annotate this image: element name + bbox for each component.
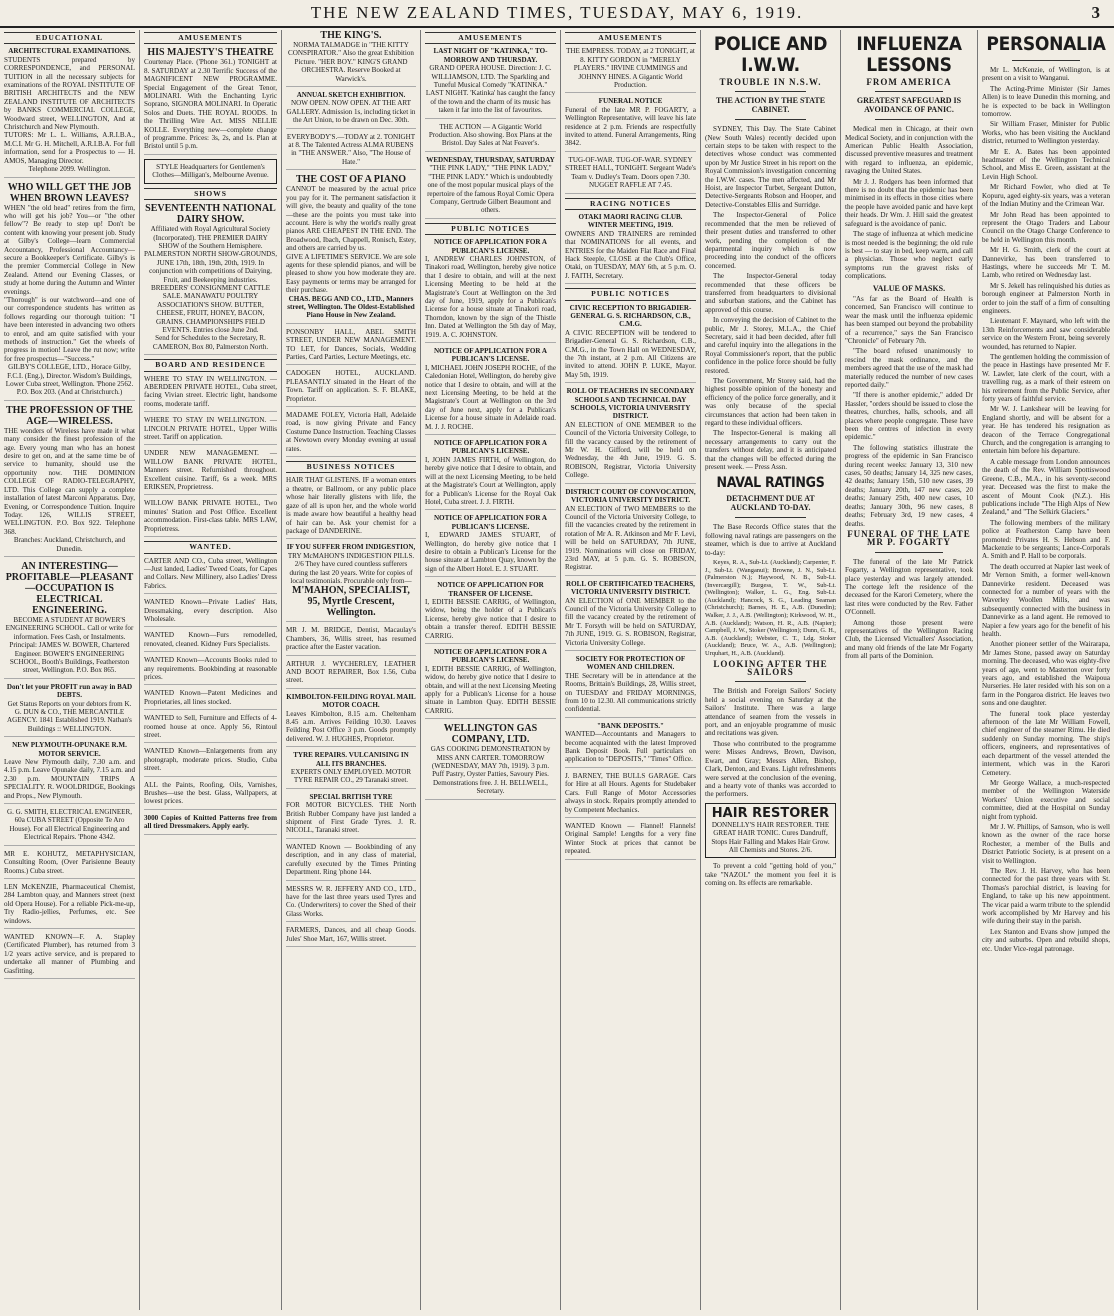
ad-text: DONNELLY'S HAIR RESTORER. THE GREAT HAIR TONIC. Cures Dandruff, Stops Hair Falling and Makes Hair Grow. All Chemists and Stores. 2/6. [711, 820, 830, 854]
ad-motor-service [4, 741, 135, 804]
notice-license [425, 648, 556, 719]
ad-text: GRAND OPERA HOUSE. Direction: J. C. WILLIAMSON, LTD. The Sparkling and Tuneful Musical Comedy "KATINKA." LAST NIGHT. 'Katinka' has caught the fancy of the town and the charm of its music has taken it far into the list of favourites. [425, 64, 556, 115]
section-racing: RACING NOTICES [565, 198, 696, 210]
headline-police-iww: POLICE AND I.W.W. [713, 33, 828, 76]
article-paragraph: Mr W. J. Lankshear will be leaving for England shortly, and will be absent for a year. He has tendered his resignation as deacon of the Terrace Congregational Church, and the congregation is arranging to entertain him before his departure. [982, 405, 1110, 456]
section-business: BUSINESS NOTICES [286, 461, 416, 473]
article-paragraph: The British and Foreign Sailors' Society held a social evening on Saturday at the Sailors' Institute. There was a large attendance of seamen from the vessels in port, and an enjoyable programme of music and recitations was given. [705, 687, 836, 738]
column-public-notices [420, 30, 560, 1310]
ad-text: Get Status Reports on your debtors from K. G. DUN & CO., THE MERCANTILE AGENCY. 1841 Established 1919. Nathan's Buildings :: WELLINGTON. [7, 699, 132, 733]
ad-new-management: UNDER NEW MANAGEMENT. — WILLOW BANK PRIVATE HOTEL, Manners street. Refurnished throughout. Excellent cuisine. Tariff, 6s a week. MRS ERIKSEN, Proprietress. [144, 449, 277, 495]
article-paragraph: "The board refused unanimously to rescind the mask ordinance, and the members agreed that the use of the mask had materially reduced the number of new cases reported daily." [845, 347, 973, 389]
notice-certificated-teachers [565, 580, 696, 651]
ad-sign: M'MAHON, SPECIALIST, 95, Myrtle Crescent, Wellington. [292, 585, 410, 619]
article-paragraph: The Inspector-General is making all necessary arrangements to carry out the transfers without delay, and it is anticipated that the changes will be effected during the present week. — Press Assn. [705, 429, 836, 472]
ad-pink-lady [425, 156, 556, 219]
divider [735, 681, 806, 682]
notice-title: SOCIETY FOR PROTECTION OF WOMEN AND CHILDREN. [575, 655, 686, 672]
section-educational: EDUCATIONAL [4, 32, 135, 44]
ad-title: "BANK DEPOSITS." [596, 721, 664, 730]
ad-text: GIVE A LIFETIME'S SERVICE. We are sole agents for these splendid pianos, and will be pleased to show you how moderate they are. Easy payments or terms may be arranged for their purchase. [286, 252, 416, 295]
column-amusements-1 [139, 30, 281, 1310]
subhead-nsw: TROUBLE IN N.S.W. [719, 77, 822, 87]
ad-gilby-college [4, 182, 135, 401]
ad-dun-agency [4, 683, 135, 737]
ad-sign: GILBY'S COLLEGE, LTD., Horace Gilby, F.C.I. (Eng.), Director. Wisdom's Buildings, Lower Cuba street, Wellington. 'Phone 2562. P.O. Box 203. (And at Christchurch.) [5, 363, 134, 397]
ad-madame-foley: MADAME FOLEY, Victoria Hall, Adelaide road, is now giving Private and Fancy Costume Dance Instruction. Teaching Classes at Newtown every Monday evening at usual rates. [286, 411, 416, 457]
ad-text: EXPERTS ONLY EMPLOYED. MOTOR TYRE REPAIR CO., 29 Taranaki street. [290, 768, 412, 785]
ad-sketch-exhibition [286, 91, 416, 129]
notice-text: OWNERS AND TRAINERS are reminded that NOMINATIONS for all events, and ENTRIES for the Maiden Flat Race and Final Hack Steeple, CLOSE at the Club's Office, Otaki, on TUESDAY, MAY 6th, at 5 p.m. O. J. FAITH, Secretary. [565, 229, 696, 280]
ad-text: WANTED—Accountants and Managers to become acquainted with the latest Improved Bank Deposit Book. Full particulars on application to "DEPOSITS," "Times" Office. [565, 730, 696, 764]
notice-text: AN ELECTION of ONE MEMBER to the Council of the Victoria University College to fill the vacancy created by the retirement of Mr T. Forsyth will be held on SATURDAY, 7th JUNE, 1919. G. S. ROBISON, Registrar, Victoria University College. [565, 596, 696, 647]
article-paragraph: The stage of influenza at which medicine is most needed is the beginning; the old rule is best — to stay in bed, keep warm, and call a physician. Those who neglect early symptoms run the gravest risks of complications. [845, 230, 973, 281]
notice-convocation [565, 488, 696, 576]
ad-title: THE COST OF A PIANO [295, 174, 407, 186]
ad-piano [286, 174, 416, 324]
ad-jeffery: MESSRS W. R. JEFFERY AND CO., LTD., have for the last three years used Tyres and Co. (Underwriters) to cover the Shed of their Glass Works. [286, 885, 416, 923]
ad-text: Leaves Kimbolton, 8.15 a.m. Cheltenham 8.45 a.m. Arrives Feilding 10.30. Leaves Feilding Post Office 3 p.m. Goods promptly delivered. W. J. HUGHES, Proprietor. [286, 709, 416, 743]
ad-boot-repairer: ARTHUR J. WYCHERLEY, LEATHER AND BOOT REPAIRER, Box 1.56, Cuba street. [286, 660, 416, 689]
divider [735, 517, 806, 518]
ad-sign: Send for Schedules to the Secretary, R. CAMERON, Box 80, Palmerston North. [152, 334, 269, 351]
article-paragraph: Mr Richard Fowler, who died at Te Kopuru, aged eighty-six years, was a veteran of the Indian Mutiny and the Crimean War. [982, 183, 1110, 209]
notice-text: I, EDITH BESSIE CARRIG, of Wellington, widow, do hereby give notice that I desire to obtain, and will at the next Licensing Meeting apply for a Publican's License for a house situate in Lambton Quay. EDITH BESSIE CARRIG. [425, 664, 556, 715]
ad-text: CANNOT be measured by the actual price you pay for it. The permanent satisfaction it will give, the beauty and quality of the tone—these are the points you must take into account. Here is why the world's really great pianos ARE CHEAPEST IN THE END. The Broadwood, Ibach, Chappell, Ronisch, Estey, and others are carried by us. [286, 185, 416, 253]
ad-title: TYRE REPAIRS. VULCANISING IN ALL ITS BRANCHES. [293, 751, 409, 768]
column-personalia [977, 30, 1114, 1310]
ad-title: SPECIAL BRITISH TYRE [309, 792, 393, 801]
wanted-item: WANTED Known—Patent Medicines and Proprietaries, all lines stocked. [144, 689, 277, 710]
section-public-notices: PUBLIC NOTICES [565, 288, 696, 300]
ad-title: THE PROFESSION OF THE AGE—WIRELESS. [6, 404, 133, 427]
section-amusements: AMUSEMENTS [565, 32, 696, 44]
article-paragraph: The Government, Mr Storey said, had the highest possible opinion of the honesty and efficiency of the police force generally, and it was only because of the special circumstances that action had been taken in regard to these individual officers. [705, 377, 836, 428]
notice-title: FUNERAL NOTICE [598, 97, 663, 106]
article-paragraph: "If there is another epidemic," added Dr Hassler, "orders should be issued to close the theatres, churches, halls, schools, and all places where people congregate. These have been the centres of infection in every epidemic." [845, 391, 973, 442]
ad-mcmahon-pills [286, 543, 416, 622]
article-paragraph: Those who contributed to the programme were: Misses Andrews, Brown, Davison, Ewart, and Gray; Messrs Allen, Bishop, Clark, Denton, and Evans. Light refreshments were served at the conclusion of the evening, and a hearty vote of thanks was accorded to the performers. [705, 739, 836, 799]
notice-title: ROLL OF TEACHERS IN SECONDARY SCHOOLS AND TECHNICAL DAY SCHOOLS, VICTORIA UNIVERSITY DISTRICT. [566, 387, 695, 421]
section-shows: SHOWS [144, 188, 277, 200]
wanted-item: WANTED Known—Private Ladies' Hats, Dressmaking, every description. Also Wholesale. [144, 598, 277, 627]
column-amusements-2 [281, 30, 420, 1310]
ad-text: THE wonders of Wireless have made it what many consider the finest profession of the age. Every young man who has an honest desire to get on, and at the same time be of service to humanity, should use the opportunity now. THE DOMINION COLLEGE OF RADIO-TELEGRAPHY, LTD. This College can supply a complete installation of latest Marconi Apparatus. Day, Evening, or Correspondence Tuition. Inquire Today. 126, WILLIS STREET, WELLINGTON. P.O. Box 922. Telephone 368. [4, 426, 135, 536]
article-paragraph: The Acting-Prime Minister (Sir James Allen) is to leave Dunedin this morning, and he is expected to be back in Wellington tomorrow. [982, 84, 1110, 119]
article-paragraph: Mr S. Jekell has relinquished his duties as borough engineer at Palmerston North in order to join the staff of a firm of consulting engineers. [982, 281, 1110, 315]
notice-license [425, 514, 556, 577]
notice-text: AN ELECTION of ONE MEMBER to the Council of the Victoria University College, to fill the vacancy caused by the retirement of Mr W. H. Gifford, will be held on Wednesday, the 4th June, 1919. G. S. ROBISON, Registrar, Victoria University College. [565, 420, 696, 480]
ad-architectural-exams [4, 47, 135, 177]
article-paragraph: The following statistics illustrate the progress of the epidemic in San Francisco during recent weeks: January 13, 310 new cases, 50 deaths; January 14, 325 new cases, 42 deaths; January 15th, 510 new cases, 39 deaths; January 20th, 147 new cases, 20 deaths; January 25th, 400 new cases, 10 deaths; January 30th, 96 new cases, 8 deaths; February 3rd, 19 new cases, 4 deaths. [845, 443, 973, 528]
ad-hair-glistens: HAIR THAT GLISTENS. IF a woman enters a theatre, or Ballroom, or any public place whose hair literally glistens with life, the gaze of all is upon her, and the whole world is made aware how beautiful a healthy head of hair can be. Ask your chemist for a package of DANDERINE. [286, 476, 416, 539]
notice-license [425, 347, 556, 435]
article-paragraph: Mr J. W. Phillips, of Samson, who is well known as the owner of the race horse Rochester, a member of the Bulls and District Patriotic Society, is at present on a visit to Wellington. [982, 822, 1110, 865]
notice-text: AN ELECTION of TWO MEMBERS to the Council of the Victoria University College, to fill the vacancies created by the retirement in rotation of Mr A. R. Atkinson and Mr F. Levi, will be held on SATURDAY, 7th JUNE, 1919. Nominations will close on FRIDAY, 23rd MAY, at 5 p.m. G. S. ROBISON, Registrar. [565, 504, 696, 572]
ad-text: GAS COOKING DEMONSTRATION by MISS ANN CARTER. TOMORROW (WEDNESDAY, MAY 7th, 1919). 3 p.m. Puff Pastry, Oyster Patties, Savoury Pies. Demonstrations free. J. H. BELLWELL, Secretary. [430, 745, 551, 796]
notice-title: NOTICE OF APPLICATION FOR A PUBLICAN'S LICENSE. [433, 514, 548, 531]
wanted-item: ALL the Paints, Roofing, Oils, Varnishes, Brushes—use the best. Glass, Wallpapers, at lowest prices. [144, 781, 277, 810]
ad-text: "Thorough" is our watchword—and one of our correspondence students has written as follows regarding our thorough tuition: "I have been interested in advancing two others to enrol, and am quite satisfied with your methods of instruction." Get the wheels of progress in motion! Leave the rut now; write for free prospectus—"Success." [4, 295, 135, 363]
ad-title: WEDNESDAY, THURSDAY, SATURDAY [426, 155, 555, 164]
ad-title: ANNUAL SKETCH EXHIBITION. [296, 91, 406, 100]
notice-text: A CIVIC RECEPTION will be tendered to Brigadier-General G. S. Richardson, C.B., C.M.G., in the Town Hall on WEDNESDAY, the 7th instant, at 2 p.m. All Citizens are invited to attend. JOHN P. LUKE, Mayor. May 5th, 1919. [565, 328, 696, 379]
article-paragraph: Mr J. J. Rodgers has been informed that there is no doubt that the epidemic has been minimised in its effects in those cities where the people have avoided panic and have kept their heads. Dr Wm. J. Hill said the greatest safeguard is the avoidance of panic. [845, 177, 973, 228]
ad-branches: Branches: Auckland, Christchurch, and Dunedin. [13, 536, 126, 553]
ad-katinka [425, 47, 556, 118]
ad-cadogen-hotel: CADOGEN HOTEL, AUCKLAND. PLEASANTLY situated in the Heart of the Town. Tariff on application. S. F. BLAKE, Proprietor. [286, 369, 416, 407]
wanted-item: CARTER AND CO., Cuba street, Wellington—Just landed, Ladies' Tweed Coats, for Capes and Collars. New Millinery, also Ladies' Dress Fabrics. [144, 557, 277, 595]
wanted-item: WANTED to Sell, Furniture and Effects of 4-roomed house at once. Apply 56, Rintoul street. [144, 714, 277, 743]
notice-title: OTAKI MAORI RACING CLUB. WINTER MEETING, 1919. [578, 212, 683, 230]
article-paragraph: Keyes, R. A., Sub-Lt. (Auckland); Carpenter, F. J., Sub-Lt. (Wanganui); Browne, J. N., Sub-Lt. (Palmerston N.); Haywood, N. B., Sub-Lt. (Invercargill); Burgess, T. W., Sub-Lt. (Wellington); Walker, L. G., Eng. Sub-Lt. (Auckland); Hancock, S. G., Leading Seaman (Christchurch); Barnes, H. E., A.B. (Dunedin); Walker, J. J., A.B. (Wellington); Kirkwood, W. H., A.B. (Auckland); Watson, H. R., A.B. (Napier); Campbell, J. W., Stoker (Wellington); Dunn, G. H., A.B. (Auckland); Webster, C. T., Ldg. Stoker (Auckland); Bruce, W. A., A.B. (Wellington); Urquhart, H., A.B. (Auckland). [705, 558, 837, 658]
notice-title: NOTICE OF APPLICATION FOR A PUBLICAN'S LICENSE. [433, 648, 548, 665]
notice-license [425, 238, 556, 343]
divider [1012, 60, 1080, 61]
ad-kings-theatre [286, 30, 416, 87]
ad-lincoln-hotel: WHERE TO STAY IN WELLINGTON. — LINCOLN PRIVATE HOTEL, Upper Willis street. Tariff on application. [144, 416, 277, 445]
column-news-police [700, 30, 840, 1310]
divider [875, 119, 943, 120]
ad-his-majestys [144, 47, 277, 154]
article-paragraph: The Base Records Office states that the following naval ratings are passengers on the steamer, which is due to arrive at Auckland to-day: [705, 523, 836, 557]
ad-bank-deposits [565, 722, 696, 768]
ad-title: HIS MAJESTY'S THEATRE [147, 47, 274, 59]
divider [735, 91, 806, 92]
notice-title: ROLL OF CERTIFICATED TEACHERS, VICTORIA UNIVERSITY DISTRICT. [566, 579, 695, 597]
article-paragraph: The gentlemen holding the commission of the peace in Hastings have presented Mr F. W. Lawler, late clerk of the court, with a travelling rug, as a mark of their esteem on his retirement from the Public Service, after forty years of faithful service. [982, 353, 1110, 404]
ad-mckenzie-chemist: LEN McKENZIE, Pharmaceutical Chemist, 284 Lambton quay, and Manners street (next old Opera House). For a reliable Pick-me-up, Try Radio-jellies, Perfumes, etc. See windows. [4, 883, 135, 929]
ad-text: NOW OPEN. NOW OPEN. AT THE ART GALLERY. Admission 1s, including ticket in the Art Union, to be drawn on Dec. 30th. [286, 99, 416, 125]
ad-british-tyre [286, 793, 416, 839]
headline-influenza: INFLUENZA LESSONS [856, 33, 962, 76]
column-notices-2 [560, 30, 700, 1310]
notice-license [425, 439, 556, 510]
notice-civic-reception [565, 304, 696, 384]
article-paragraph: Mr E. A. Bates has been appointed headmaster of the Wellington Technical School, and Miss E. Green, assistant at the Levin High School. [982, 147, 1110, 181]
notice-transfer [425, 581, 556, 644]
ad-title: WELLINGTON GAS COMPANY, LTD. [443, 723, 538, 746]
ad-title: ARCHITECTURAL EXAMINATIONS. [8, 47, 131, 56]
ad-title: Don't let your PROFIT run away in BAD DEBTS. [6, 682, 133, 700]
headline-naval-ratings: NAVAL RATINGS [716, 475, 825, 492]
notice-title: CIVIC RECEPTION TO BRIGADIER-GENERAL G. S. RICHARDSON, C.B., C.M.G. [569, 303, 692, 329]
wanted-item: WANTED Known—Enlargements from any photograph, moderate prices. Studio, Cuba street. [144, 747, 277, 776]
article-paragraph: The funeral took place yesterday afternoon of the late Mr William Fowell, chief engineer of the steamer Rimu. He died suddenly on Sunday morning. The ship's officers, engineers, and representatives of each department of the vessel attended the interment, which was in the Karori Cemetery. [982, 709, 1110, 777]
ad-bookbinding: WANTED Known — Bookbinding of any description, and in any class of material, carefully executed by the Times Printing Department. Ring 'phone 144. [286, 843, 416, 881]
notice-title: NOTICE OF APPLICATION FOR TRANSFER OF LICENSE. [437, 581, 544, 598]
article-paragraph: The following members of the military police at Featherston Camp have been promoted: Privates H. S. Hebson and F. Mackenzie to be sergeants; Lance-Corporals A. Smith and P. Hall to be corporals. [982, 518, 1110, 561]
column-educational [0, 30, 139, 1310]
subhead-masks: VALUE OF MASKS. [872, 283, 946, 293]
section-amusements: AMUSEMENTS [425, 32, 556, 44]
notice-society-protection [565, 655, 696, 718]
article-paragraph: The Rev. J. H. Harvey, who has been connected for the past three years with St. Thomas's parochial district, is leaving for England, to take up his new appointment. The vicar paid a warm tribute to the splendid work accomplished by Mr Harvey and his wife during their stay in the parish. [982, 866, 1110, 926]
notice-text: I, JOHN JAMES FIRTH, of Wellington, do hereby give notice that I desire to obtain, and will at the next Licensing Meeting, to be held at the Magistrate's Court at Wellington, apply for a Publican's License for the Royal Oak Hotel, Cuba street. J. J. FIRTH. [425, 455, 556, 506]
article-paragraph: The funeral of the late Mr Patrick Fogarty, a Wellington representative, took place yesterday and was largely attended. The cortege left the residence of the deceased for the Karori Cemetery, where the last rites were conducted by the Rev. Father O'Connell. [845, 557, 973, 617]
ad-empress: THE EMPRESS. TODAY, at 2 TONIGHT, at 8. KITTY GORDON in "MERELY PLAYERS." IRVINE CUMMINGS and JOHNNY HINES. A Gigantic World Production. [565, 47, 696, 93]
ad-flannel: WANTED Known — Flannel! Flannels! Original Sample! Lengths for a very fine Winter Stock at prices that cannot be repeated. [565, 822, 696, 860]
article-paragraph: Mr John Read has been appointed to represent the Otago Traders and Labour Council on the Otago Charge Conference to be held in Wellington this month. [982, 210, 1110, 244]
ad-tug-of-war: TUG-OF-WAR. TUG-OF-WAR. SYDNEY STREET HALL, TONIGHT. Sergeant Wade's Team v. Dudley's Team. Doors open 7.30. NUGGET RAFFLE AT 7.45. [565, 156, 696, 194]
column-news-influenza [840, 30, 977, 1310]
wanted-item: WANTED Known—Accounts Books ruled to any requirements. Bookbinding at reasonable prices. [144, 656, 277, 685]
notice-roll-teachers [565, 387, 696, 483]
article-paragraph: To prevent a cold "getting hold of you," take "NAZOL" the moment you feel it is coming on. Its effects are remarkable. [705, 862, 836, 888]
notice-title: DISTRICT COURT OF CONVOCATION, VICTORIA UNIVERSITY DISTRICT. [565, 487, 696, 505]
notice-text: Funeral of the late MR P. FOGARTY, a Wellington Representative, will leave his late residence at 2 p.m. Friends are respectfully invited to attend. Funeral Arrangements, Ring 3842. [565, 105, 696, 148]
subhead-panic: GREATEST SAFEGUARD IS AVOIDANCE OF PANIC. [856, 96, 962, 114]
ad-title: NEW PLYMOUTH-OPUNAKE R.M. MOTOR SERVICE. [12, 741, 127, 758]
ad-wireless [4, 405, 135, 557]
notice-text: I, ANDREW CHARLES JOHNSTON, of Tinakori road, Wellington, hereby give notice that I desire to obtain, and will at the next Licensing Meeting to be held at the Magistrate's Court at Wellington on the 3rd day of June, 1919, apply for a Publican's License for a house situate at Tinakori road, Thorndon, known by the sign of the Thistle Inn. Dated at Wellington the 5th day of May, 1919. A. C. JOHNSTON. [425, 254, 556, 339]
ad-style-milligans: STYLE Headquarters for Gentlemen's Clothes—Milligan's, Melbourne Avenue. [144, 159, 277, 184]
notice-otaki-racing [565, 213, 696, 284]
article-paragraph: The death occurred at Napier last week of Mr Vernon Smith, a former well-known Dannevirke resident. Deceased was connected for a number of years with the Waverley Woollen Mills, and was subsequently connected with the business in Dannevirke as a land agent. He removed to Napier a few years ago for the benefit of his health. [982, 562, 1110, 638]
ad-text: "THE PINK LADY," "THE PINK LADY," "THE PINK LADY." Which is undoubtedly one of the most popular musical plays of the repertoire of the famous Royal Comic Opera Company, Gertrude Gilbert Beaumont and others. [427, 164, 554, 215]
ad-ponsonby-hall: PONSONBY HALL, ABEL SMITH STREET, UNDER NEW MANAGEMENT. TO LET, for Dances, Socials, Wedding Parties, Card Parties, Lecture Meetings, etc. [286, 328, 416, 366]
article-paragraph: Lex Stanton and Evans show jumped the city and suburbs. Open and rebuild shops, etc. Under Vice-regal patronage. [982, 927, 1110, 953]
notice-title: NOTICE OF APPLICATION FOR A PUBLICAN'S LICENSE. [433, 347, 548, 364]
section-wanted: WANTED. [144, 541, 277, 553]
masthead-title: THE NEW ZEALAND TIMES, TUESDAY, MAY 6, 1919. [310, 3, 804, 22]
article-paragraph: The Inspector-General today recommended that these officers be transferred from headquarters to divisional and suburban stations, and the Cabinet has approved of this course. [705, 272, 836, 314]
article-paragraph: Another pioneer settler of the Wairarapa, Mr James Stone, passed away on Saturday morning. The deceased, who was eighty-five years of age, went to Masterton over forty years ago, and established the Waipoua Nurseries. He later resided with his son on a farm in the Pongaroa district. He leaves two sons and one daughter. [982, 640, 1110, 708]
ad-aberdeen-hotel: WHERE TO STAY IN WELLINGTON. — ABERDEEN PRIVATE HOTEL, Cuba street, facing Vivian street. Electric light, handsome rooms, moderate tariff. [144, 375, 277, 413]
article-paragraph: In conveying the decision of Cabinet to the public, Mr J. Storey, M.L.A., the Chief Secretary, said it had been decided, after full and careful inquiry into the allegations in the Royal Commissioner's report, that the public confidence in the police force should be fully restored. [705, 316, 836, 375]
notice-title: NOTICE OF APPLICATION FOR A PUBLICAN'S LICENSE. [433, 238, 548, 255]
ad-title: HAIR RESTORER [711, 805, 830, 821]
ad-gas-company [425, 723, 556, 799]
ad-text: WHEN "the old head" retires from the firm, who will get his job? You—or "the other fellow"? Be ready to step up! Don't be content with knowing your present job. Study at Gilby's College—learn Commercial Accountancy, Professional Accountancy—secure a Bookkeeper's Certificate. Gilby's is the premier Commercial College in New Zealand. Attend our Evening Classes, or study at home during the Autumn and Winter evenings. [4, 203, 135, 296]
ad-willow-bank: WILLOW BANK PRIVATE HOTEL, Two minutes' Station and Post Office. Excellent accommodation. First-class table. MRS LAW, Proprietress. [144, 499, 277, 537]
ad-title: LAST NIGHT OF "KATINKA," TO-MORROW AND THURSDAY. [433, 47, 548, 64]
ad-dairy-show [144, 203, 277, 355]
ad-text: Courtenay Place. ('Phone 361.) TONIGHT at 8. SATURDAY at 2.30 Terrific Success of the MAGNIFICENT NEW PROGRAMME. Special Engagement of the Great Tenor, MOLINARI. With the Enchanting Lyric Soprano, SIGNORA MOLINARI. In Operatic Solos and Duets. THE ROYAL ROODS. In the Thrilling Wire Act. MISS NELLIE KOLLE. Everything new—complete change of programme. Prices: 3s, 2s, and 1s. Plan at Bristol until 5 p.m. [144, 58, 277, 151]
article-paragraph: Lieutenant F. Maynard, who left with the 13th Reinforcements and saw considerable service on the Western Front, being severely wounded, has returned to Napier. [982, 317, 1110, 351]
ad-tyre-repairs [286, 751, 416, 789]
ad-tele: Telephone 2099. Wellington. [28, 165, 111, 174]
notice-text: I, EDWARD JAMES STUART, of Wellington, do hereby give notice that I desire to obtain a Publican's License for the house situate at Lambton Quay, known by the sign of the Albert Hotel. E. J. STUART. [425, 531, 556, 573]
section-public-notices: PUBLIC NOTICES [425, 223, 556, 235]
notice-text: I, EDITH BESSIE CARRIG, of Wellington, widow, being the holder of a Publican's License, hereby give notice that I desire to obtain a transfer thereof. EDITH BESSIE CARRIG. [425, 597, 556, 640]
headline-personalia: PERSONALIA [986, 33, 1106, 55]
subhead-cabinet: THE ACTION BY THE STATE CABINET. [715, 96, 826, 114]
ad-title: THE KING'S. [320, 30, 382, 41]
article-paragraph: Mr L. McKenzie, of Wellington, is at present on a visit to Wanganui. [982, 66, 1110, 83]
article-paragraph: Mr H. G. Smith, clerk of the court at Dannevirke, has been transferred to Hastings, where he succeeds Mr T. M. Lamb, who retired on Wednesday last. [982, 246, 1110, 280]
article-paragraph: Sir William Fraser, Minister for Public Works, who has been visiting the Auckland district, returned to Wellington yesterday. [982, 120, 1110, 146]
page-number: 3 [1091, 3, 1102, 22]
ad-title: AN INTERESTING—PROFITABLE—PLEASANT—OCCUPATION IS ELECTRICAL ENGINEERING. [5, 560, 134, 616]
section-board: BOARD AND RESIDENCE [144, 359, 277, 371]
subhead-detachment: DETACHMENT DUE AT AUCKLAND TO-DAY. [726, 494, 815, 512]
wanted-item: 3000 Copies of Knitted Patterns free from all tired Dressmakers. Apply early. [144, 814, 277, 835]
wanted-item: WANTED Known—Furs remodelled, renovated, cleaned. Kidney Furs Specialists. [144, 631, 277, 652]
ad-hair-restorer [705, 803, 836, 859]
ad-kohutz: MR E. KOHUTZ, METAPHYSICIAN, Consulting Room, (Over Parisienne Beauty Rooms.) Cuba street. [4, 850, 135, 879]
ad-smith-electrical: G. G. SMITH, ELECTRICAL ENGINEER, 60a CUBA STREET (Opposite Te Aro House). For all Electrical Engineering and Electrical Repairs. 'Phone 4342. [4, 808, 135, 846]
ad-text: NORMA TALMADGE in "THE KITTY CONSPIRATOR." Also the great Exhibition Picture. "HER BOY." KING'S GRAND ORCHESTRA. Reserve Booked at Warwick's. [288, 41, 414, 83]
article-paragraph: A cable message from London announces the death of the Rev. William Spottiswood Greene, C.B., M.A., in his seventy-second year. Deceased was the first to make the ascent of Mount Cook (N.Z.). His publications include "The High Alps of New Zealand," and "The Selkirk Glaciers." [982, 457, 1110, 517]
ad-text: STUDENTS prepared by CORRESPONDENCE, and PERSONAL TUITION in all the necessary subjects for examinations of the ROYAL INSTITUTE OF BRITISH ARCHITECTS and the NEW ZEALAND INSTITUTE OF ARCHITECTS by BANKS COMMERCIAL COLLEGE, Woodward street, WELLINGTON, And at Christchurch and New Plymouth. [4, 55, 135, 132]
ad-text: TRY McMAHON'S INDIGESTION PILLS. 2/6 They have cured countless sufferers during the last 20 years. Write for copies of local testimonials. Procurable only from— [287, 551, 415, 585]
ad-text: Leave New Plymouth daily, 7.30 a.m. and 4.15 p.m. Leave Opunake daily, 7.15 a.m. and 2.30 p.m. MOUNTAIN TRIPS A SPECIALITY. R. WOOLDRIDGE, Bookings and Props., New Plymouth. [4, 758, 135, 800]
notice-title: NOTICE OF APPLICATION FOR A PUBLICAN'S LICENSE. [433, 439, 548, 456]
section-amusements: AMUSEMENTS [144, 32, 277, 44]
ad-title: KIMBOLTON-FEILDING ROYAL MAIL MOTOR COACH. [286, 692, 416, 710]
ad-title: WHO WILL GET THE JOB WHEN BROWN LEAVES? [7, 181, 132, 204]
article-paragraph: Among those present were representatives of the Wellington Racing Club, the Licensed Victuallers' Association, and many old friends of the late Mr Fogarty from all parts of the Dominion. [845, 618, 973, 661]
article-paragraph: Mr George Wallace, a much-respected member of the Wellington Waterside Workers' Union executive and social committee, died at the Hospital on Sunday night from typhoid. [982, 778, 1110, 821]
ad-title: IF YOU SUFFER FROM INDIGESTION, [286, 543, 416, 552]
ad-text: FOR MOTOR BICYCLES. THE North British Rubber Company have just landed a shipment of First Grade Tyres. J. R. NICOLL, Taranaki street. [286, 801, 416, 835]
ad-bulls-garage: J. BARNEY, THE BULLS GARAGE. Cars for Hire at all Hours. Agents for Studebaker Cars. Full Range of Motor Accessories always in stock. Repairs promptly attended to by Competent Mechanics. [565, 772, 696, 818]
divider [735, 119, 806, 120]
headline-funeral: FUNERAL OF THE LATE MR P. FOGARTY [847, 528, 971, 548]
article-paragraph: The Inspector-General of Police recommended that the men be relieved of their present duties and transferred to other work, pending the completion of the departmental inquiry which is now proceeding into the conduct of the officers concerned. [705, 211, 836, 270]
ad-dentist: MR J. M. BRIDGE, Dentist, Macaulay's Chambers, 36, Willis street, has resumed practice after the Easter vacation. [286, 626, 416, 655]
notice-text: I, MICHAEL JOHN JOSEPH ROCHE, of the Caledonian Hotel, Wellington, do hereby give notice that I desire to obtain, and will at the next Licensing Meeting, to be held at the Magistrate's Court at Wellington on the 3rd day of June next, apply for a Publican's License for a house situate in Adelaide road. M. J. J. ROCHE. [425, 363, 556, 431]
divider [875, 552, 943, 553]
headline-sailors: LOOKING AFTER THE SAILORS [713, 658, 828, 678]
ad-bowers-engineering [4, 561, 135, 679]
ad-shoe-mart: FARMERS, Dances, and all cheap Goods. Jules' Shoe Mart, 167, Willis street. [286, 926, 416, 947]
ad-tutors: TUTORS: Mr L. L. Williams, A.R.I.B.A., M.C.I. Mr G. H. Mitchell, A.R.I.B.A. For full information, send for a Prospectus to — H. AMOS, Managing Director. [4, 131, 135, 165]
subhead-america: FROM AMERICA [866, 77, 952, 87]
ad-kimbolton-coach [286, 693, 416, 747]
article-paragraph: "As far as the Board of Health is concerned, San Francisco will continue to wear the mask until the influenza epidemic has been stamped out beyond the probability of a recurrence," says the San Francisco "Chronicle" of February 7th. [845, 294, 973, 345]
ad-text: BECOME A STUDENT AT BOWER'S ENGINEERING SCHOOL. Call or write for information. Fees Cash, or Instalments. Principal: JAMES W. BOWER, Chartered Engineer. BOWER'S ENGINEERING SCHOOL, Booth's Buildings, Featherston street, Wellington. P.O. Box 865. [5, 615, 134, 675]
ad-wanted-plumber: WANTED KNOWN—F. A. Stapley (Certificated Plumber), has returned from 3 1/2 years active service, and is prepared to undertake all manner of Plumbing and Gasfitting. [4, 933, 135, 979]
masthead [0, 0, 1114, 28]
ad-sign: CHAS. BEGG AND CO., LTD., Manners street, Wellington. The Oldest-Established Piano House in New Zealand. [287, 294, 415, 320]
ad-bristol: THE ACTION — A Gigantic World Production. Also showing. Box Plans at the Bristol. Day Sales at Nat Feaver's. [425, 123, 556, 152]
ad-everybodys: EVERYBODY'S.—TODAY at 2. TONIGHT at 8. The Talented Actress ALMA RUBENS in "THE ANSWER." Also, "The House of Hate." [286, 133, 416, 171]
article-paragraph: SYDNEY, This Day. The State Cabinet (New South Wales) recently decided upon certain steps to be taken with respect to the detectives whose conduct was commented upon by Mr Justice Street in his report on the Royal Commission's investigation concerning the I.W.W. cases. The men affected, and Mr Hoist, are Inspector Turbet, Sergeant Dutton, Detective-Sergeants Robson and Hooper, and Detective-Constables Ellis and Surridge. [705, 125, 836, 209]
divider [875, 91, 943, 92]
ad-text: Affiliated with Royal Agricultural Society (Incorporated). THE PREMIER DAIRY SHOW of the Southern Hemisphere. PALMERSTON NORTH SHOW-GROUNDS, JUNE 17th, 18th, 19th, 20th, 1919. In conjunction with competitions of Dairying, Fruit, and Beekeeping industries. BREEDERS' CONSIGNMENT CATTLE SALE. MANAWATU POULTRY ASSOCIATION'S SHOW. BUTTER, CHEESE, FRUIT, HONEY, BACON, GRAINS. CHAMPIONSHIPS FIELD EVENTS. Entries close June 2nd. [144, 225, 277, 334]
notice-funeral [565, 97, 696, 151]
ad-title: SEVENTEENTH NATIONAL DAIRY SHOW. [145, 203, 276, 226]
article-paragraph: Medical men in Chicago, at their own Medical Society, and in conjunction with the American Public Health Association, discussed preventive measures and treatment with regard to influenza, an epidemic, ravaging the United States. [845, 125, 973, 176]
notice-text: THE Secretary will be in attendance at the Rooms, Brittain's Buildings, 28, Willis street, on TUESDAY and FRIDAY MORNINGS, from 10 to 12.30. All communications strictly confidential. [565, 671, 696, 714]
